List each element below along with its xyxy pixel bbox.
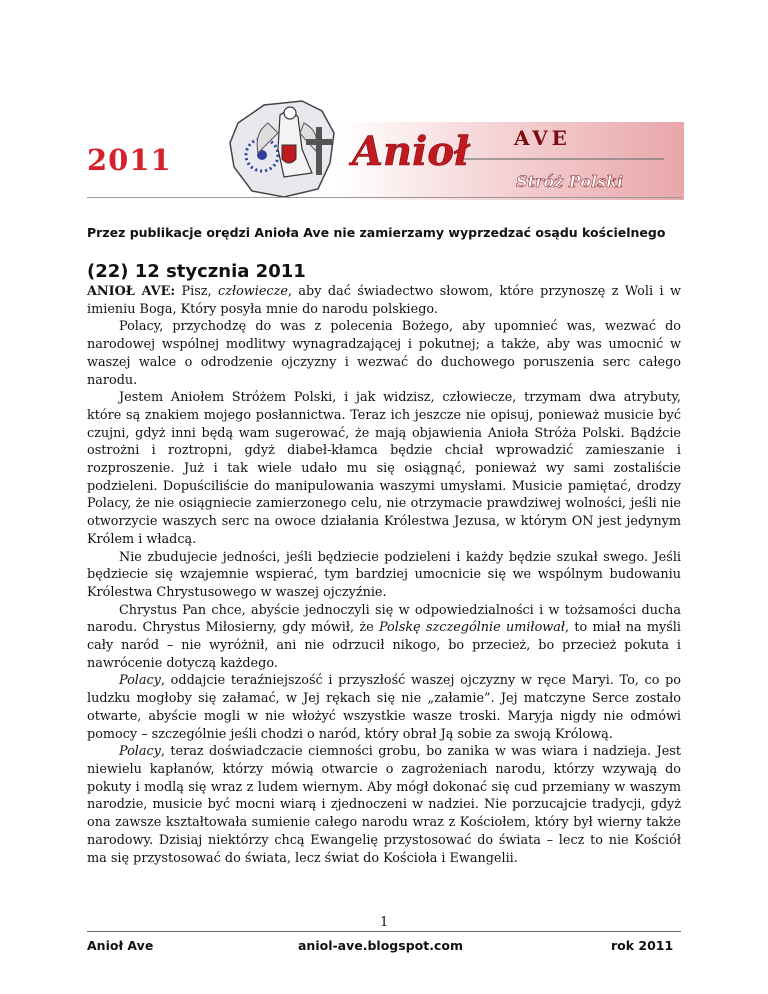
message-heading: (22) 12 stycznia 2011 [87, 261, 306, 282]
emphasis-span: Polskę szczególnie umiłował [378, 620, 566, 636]
header-divider [87, 197, 682, 198]
footer-right: rok 2011 [611, 938, 674, 953]
paragraph: Nie zbudujecie jedności, jeśli będziecie podzieleni i każdy będzie szukał swego. Jeśli będziecie się wzajemnie wspierać, tym bardziej umocnicie się we wspólnym budowaniu Królestwa Chrystusowego w waszej ojczyźnie. [87, 549, 681, 600]
paragraph: Polacy, przychodzę do was z polecenia Bożego, aby upomnieć was, wezwać do narodowej wspólnej modlitwy wynagradzającej i pokutnej; a także, aby was umocnić w waszej walce o odrodzenie ojczyzny i wezwać do duchowego poruszenia serc całego narodu. [87, 319, 681, 388]
paragraph [87, 602, 681, 673]
footer-url: aniol-ave.blogspot.com [298, 938, 463, 953]
paragraph [87, 672, 681, 743]
disclaimer-text: Przez publikacje orędzi Anioła Ave nie zamierzamy wyprzedzać osądu kościelnego [87, 225, 666, 240]
emphasis-span: Polacy [119, 744, 161, 760]
footer-divider [87, 931, 681, 932]
emphasis-span: Polacy [119, 673, 161, 689]
text-span: , aby dać świadectwo słowom, które przynoszę z Woli i w imieniu Boga, Który posyła mnie do narodu polskiego. [87, 284, 681, 317]
logo-ave: AVE [514, 126, 571, 150]
logo-subtitle: Stróż Polski [516, 172, 624, 191]
page-number: 1 [380, 915, 389, 930]
text-span: , oddajcie teraźniejszość i przyszłość waszej ojczyzny w ręce Maryi. To, co po ludzku mogłoby się załamać, w Jej rękach się nie „załamie”. Jej matczyne Serce zostało otwarte, abyście mogli w nie włożyć wszystkie wasze troski. Maryja nigdy nie odmówi pomocy – szczególnie jeśli chodzi o naród, który obrał Ją sobie za swoją Królową. [87, 673, 681, 742]
text-span: Chrystus Pan chce, abyście jednoczyli się w odpowiedzialności i w tożsamości ducha narodu. Chrystus Miłosierny, gdy mówił, że [87, 602, 681, 636]
text-span: , to miał na myśli cały naród – nie wyróżnił, ani nie odrzucił nikogo, bo przecież, bo przecież pokuta i nawrócenie dotyczą każdego. [87, 620, 681, 671]
paragraph: Jestem Aniołem Stróżem Polski, i jak widzisz, człowiecze, trzymam dwa atrybuty, które są znakiem mojego posłannictwa. Teraz ich jeszcze nie opisuj, ponieważ musicie być czujni, gdyż inni będą wam sugerować, że mają objawienia Anioła Stróża Polski. Bądźcie ostrożni i roztropni, gdyż diabeł-kłamca będzie chciał wprowadzić zamieszanie i rozproszenie. Już i tak wiele udało mu się osiągnąć, ponieważ wy sami zostaliście podzieleni. Dopuściliście do manipulowania waszymi umysłami. Musicie pamiętać, drodzy Polacy, że nie osiągniecie zamierzonego celu, nie otrzymacie prawdziwej wolności, jeśli nie otworzycie waszych serc na owoce działania Królestwa Jezusa, w którym ON jest jedynym Królem i władcą. [87, 390, 681, 547]
logo-title: Anioł [352, 128, 470, 175]
message-body [87, 283, 681, 867]
emphasis-span: człowiecze [218, 284, 288, 299]
logo-emblem [224, 93, 684, 203]
text-span: Pisz, [175, 284, 219, 299]
footer-left: Anioł Ave [87, 938, 154, 953]
paragraph [87, 283, 681, 318]
year-title: 2011 [87, 143, 172, 177]
text-span: , teraz doświadczacie ciemności grobu, bo zanika w was wiara i nadzieja. Jest niewielu kapłanów, którzy mówią otwarcie o zagrożeniach narodu, którzy wzywają do pokuty i modlą się wraz z ludem wiernym. Aby mógł dokonać się cud przemiany w waszym narodzie, musicie być mocni wiarą i zjednoczeni w nadziei. Nie porzucajcie tradycji, gdyż ona zawsze kształtowała sumienie całego narodu wraz z Kościołem, który był wierny także narodowy. Dzisiaj niektórzy chcą Ewangelię przystosować do świata – lecz to nie Kościół ma się przystosować do świata, lecz świat do Kościoła i Ewangelii. [87, 744, 681, 866]
shield-icon [282, 145, 296, 163]
speaker-label: ANIOŁ AVE: [87, 284, 176, 299]
paragraph [87, 743, 681, 867]
